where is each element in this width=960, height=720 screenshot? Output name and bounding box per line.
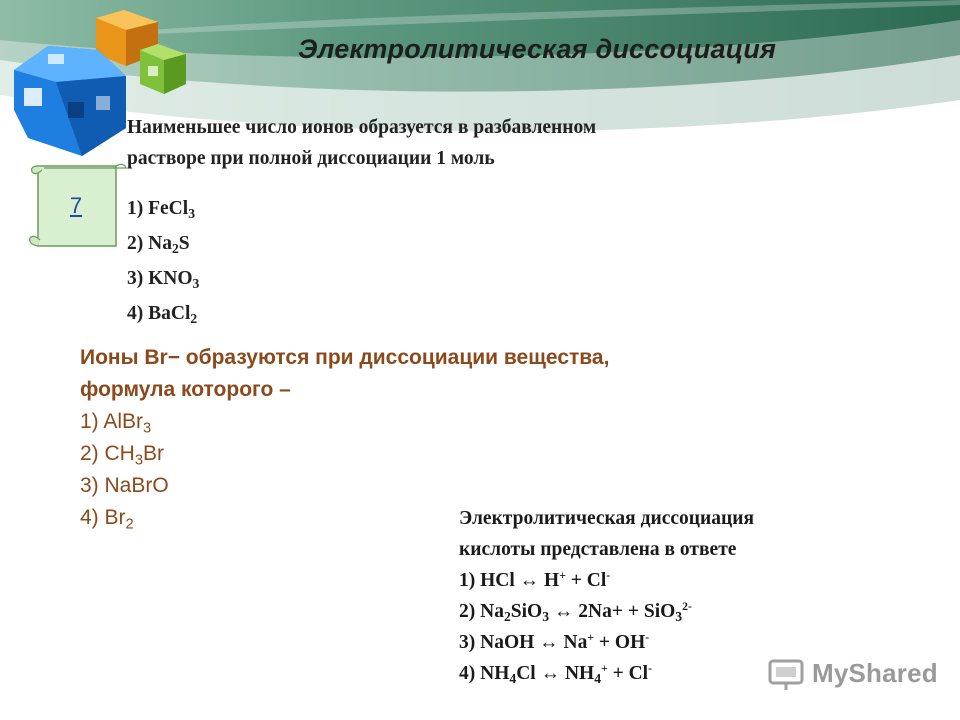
question-3-text-line2: кислоты представлена в ответе	[459, 539, 737, 560]
answer-option: 2) $Na_2S$	[127, 233, 190, 257]
slide-title: Электролитическая диссоциация	[298, 34, 777, 64]
answer-option: 3) NaBrO	[80, 474, 169, 497]
question-3-text-line1: Электролитическая диссоциация	[459, 508, 755, 529]
question-1	[127, 112, 596, 331]
answer-option: 1) HCl ↔ H+ + Cl-	[459, 568, 611, 591]
answer-option: 1) FeCl$_3$	[127, 198, 196, 222]
blue-cube	[14, 46, 126, 156]
answer-option: 2) $Na_2SiO_3$ ↔ 2Na+ + SiO$_3^{2-}$	[459, 599, 692, 625]
answer-option: 4) BaCl$_2$	[127, 303, 198, 327]
watermark	[768, 656, 938, 696]
green-cube	[140, 44, 186, 94]
answer-option: 4) $NH_4Cl$ ↔ $NH_4^+ + Cl^-$	[459, 661, 652, 687]
answer-option: 1) AlBr$_3$	[80, 410, 152, 437]
question-1-text-line2: растворе при полной диссоциации 1 моль	[127, 148, 495, 169]
answer-option: 3) $KNO_3$	[127, 268, 200, 292]
page-number-link[interactable]: 7	[69, 193, 83, 218]
answer-option: 2) $CH_3Br$	[80, 442, 165, 469]
question-3	[459, 503, 754, 689]
projector-screen-icon	[768, 658, 804, 692]
question-2-text-line2: формула которого –	[80, 378, 291, 401]
question-1-text-line1: Наименьшее число ионов образуется в разбавленном	[127, 117, 597, 138]
watermark-text: MyShared	[812, 658, 938, 688]
question-2-text-line1: Ионы Br− образуются при диссоциации вещества,	[80, 346, 610, 369]
answer-option: 4) $Br_2$	[80, 506, 134, 533]
question-1-answers	[127, 191, 596, 331]
answer-option: 3) NaOH ↔ Na+ + OH-	[459, 630, 650, 653]
